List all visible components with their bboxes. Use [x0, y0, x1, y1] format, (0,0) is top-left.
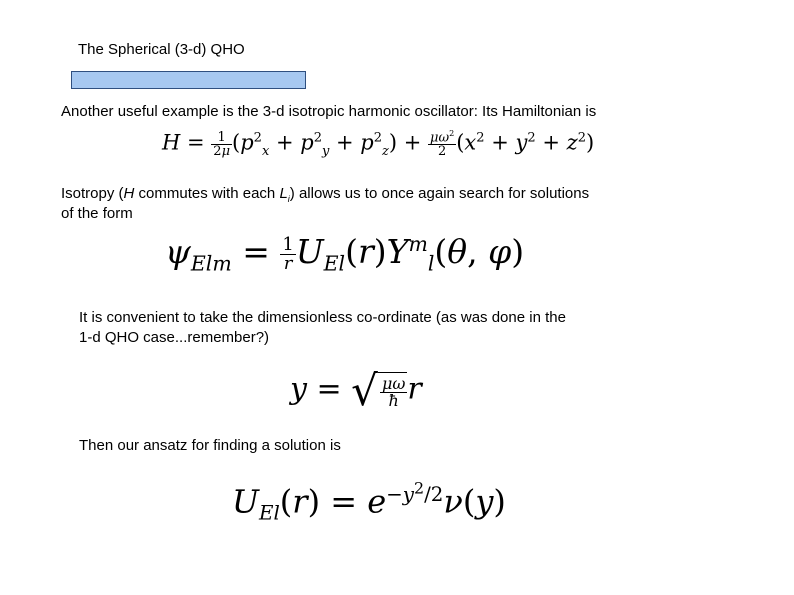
coordinate-text-line2: 1-d QHO case...remember?): [79, 329, 270, 346]
intro-text: Another useful example is the 3-d isotropic harmonic oscillator: Its Hamiltonian is: [61, 103, 597, 120]
isotropy-text-a: Isotropy (: [61, 185, 124, 202]
title-underline-bar: [71, 71, 306, 89]
isotropy-text-l: L: [279, 185, 288, 202]
isotropy-text-c: commutes with each: [134, 185, 280, 202]
slide-title: The Spherical (3-d) QHO: [78, 41, 245, 58]
coordinate-text-line1: It is convenient to take the dimensionless co-ordinate (as was done in the: [79, 309, 566, 326]
wavefunction-equation: $\psi_{Elm}$ = $\frac{1}{r}$ $U_{El}(r)Y^m_l(\theta$, φ): [165, 232, 525, 276]
ansatz-text: Then our ansatz for finding a solution is: [79, 437, 341, 454]
isotropy-text-e: ) allows us to once again search for solutions: [289, 185, 590, 202]
ansatz-equation: $U_{El}(r) = e^{-y^2/2}\nu(y)$: [232, 478, 506, 525]
isotropy-text-h: H: [123, 185, 135, 202]
isotropy-text-line2: of the form: [61, 205, 133, 222]
isotropy-text: Isotropy (H commutes with each $L_i$) allows us to once again search for solutions: [61, 185, 590, 204]
coordinate-equation: y = √ $\frac{\mu\omega}{ħ}$ r: [290, 366, 422, 415]
hamiltonian-equation: H = $\frac{1}{2\mu}$ $(p^2_x + p^2_y + p^2_z)$ + $\frac{\mu\omega^2}{2}$ $(x^2 + y^2 + z^2)$: [162, 129, 595, 160]
